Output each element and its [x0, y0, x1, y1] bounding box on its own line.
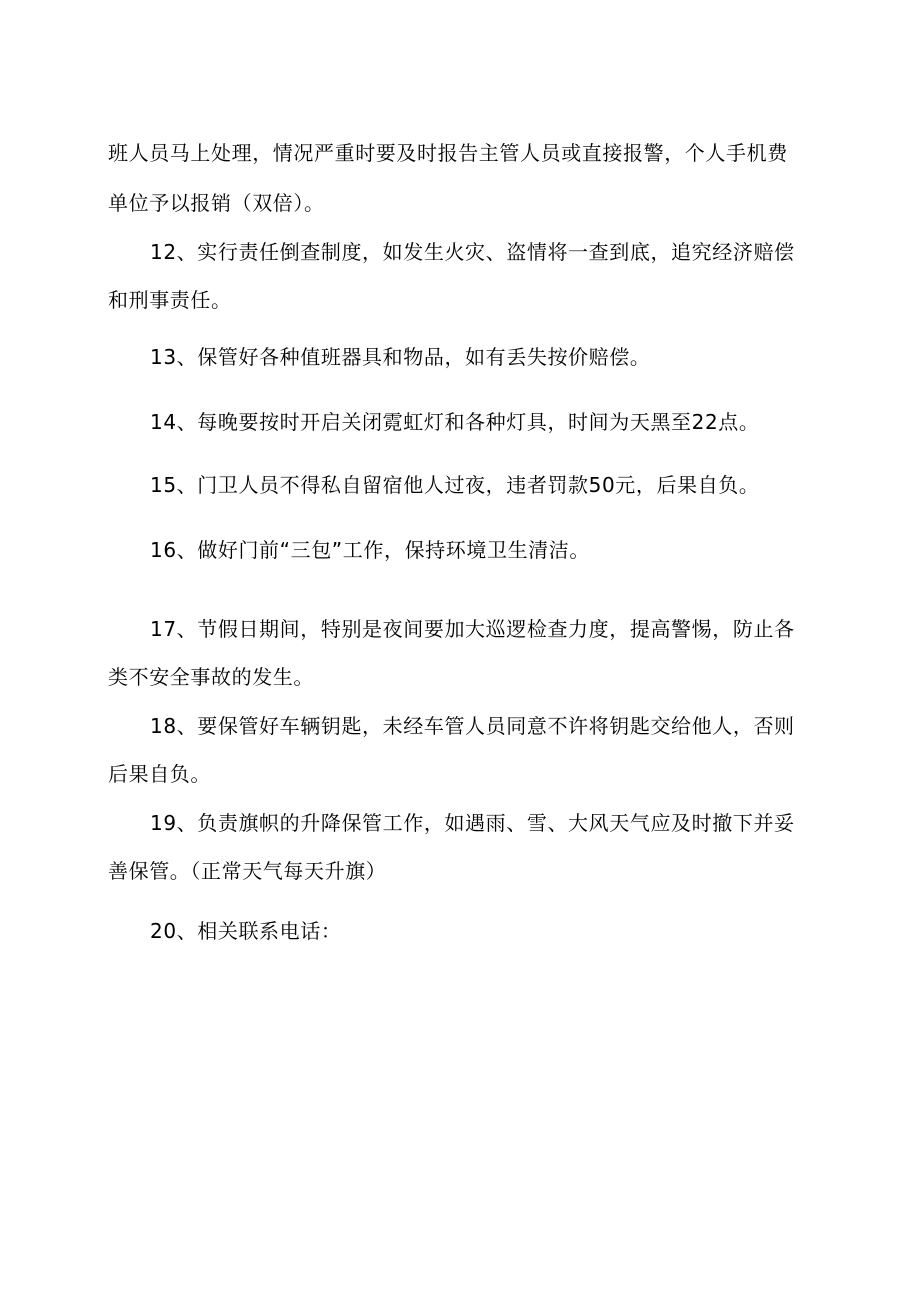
- text-line: 单位予以报销（双倍）。: [108, 191, 325, 215]
- item-20: 20、相关联系电话：: [150, 919, 342, 943]
- item-15: 15、门卫人员不得私自留宿他人过夜，违者罚款50元，后果自负。: [150, 473, 760, 497]
- item-19-line-1: 19、负责旗帜的升降保管工作，如遇雨、雪、大风天气应及时撤下并妥: [150, 811, 795, 835]
- item-17-line-2: 类不安全事故的发生。: [108, 665, 314, 689]
- item-13: 13、保管好各种值班器具和物品，如有丢失按价赔偿。: [150, 345, 651, 369]
- item-19-line-2: 善保管。（正常天气每天升旗）: [108, 859, 387, 883]
- item-17-line-1: 17、节假日期间，特别是夜间要加大巡逻检查力度，提高警惕，防止各: [150, 617, 795, 641]
- item-16: 16、做好门前“三包”工作，保持环境卫生清洁。: [150, 538, 590, 562]
- item-14: 14、每晚要按时开启关闭霓虹灯和各种灯具，时间为天黑至22点。: [150, 410, 760, 434]
- item-18-line-1: 18、要保管好车辆钥匙，未经车管人员同意不许将钥匙交给他人，否则: [150, 714, 795, 738]
- item-12-line-2: 和刑事责任。: [108, 288, 232, 312]
- item-12-line-1: 12、实行责任倒查制度，如发生火灾、盗情将一查到底，追究经济赔偿: [150, 240, 795, 264]
- text-line: 班人员马上处理，情况严重时要及时报告主管人员或直接报警，个人手机费: [108, 141, 788, 165]
- item-18-line-2: 后果自负。: [108, 762, 211, 786]
